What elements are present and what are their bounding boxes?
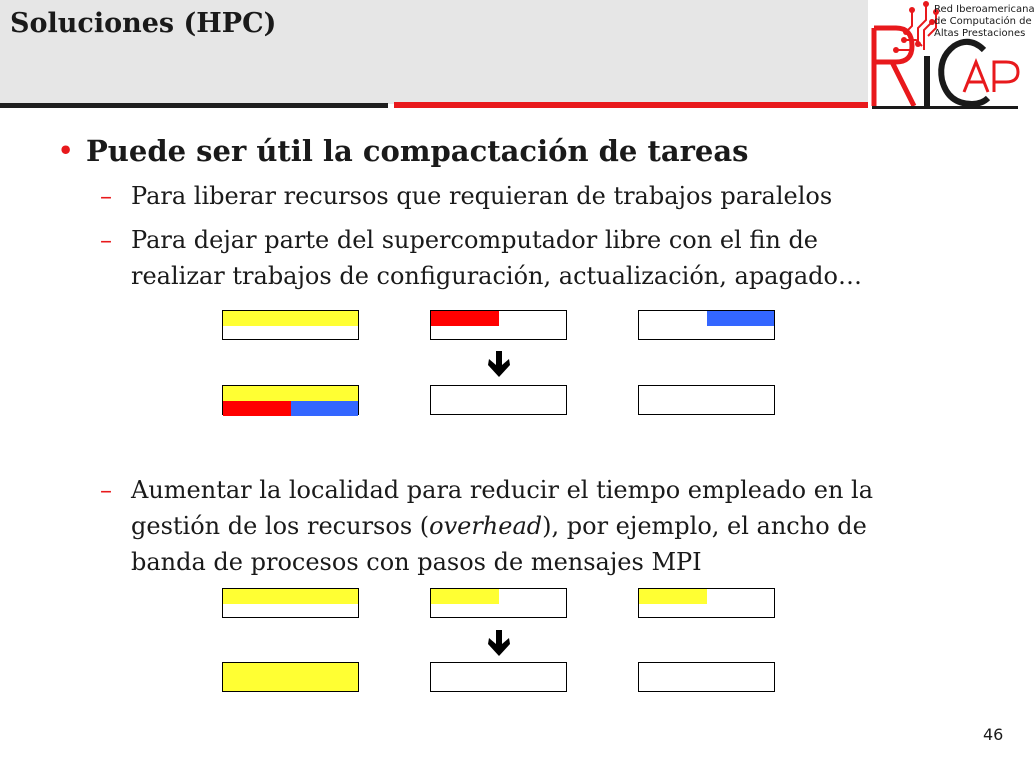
job-red (223, 401, 291, 416)
title-bar (0, 0, 868, 104)
overhead-term: overhead (429, 512, 543, 540)
job-yellow (223, 589, 358, 604)
node-box (222, 662, 359, 692)
node-box-empty (430, 385, 567, 415)
node-box (430, 588, 567, 618)
node-box (638, 310, 775, 340)
arrow-down-icon (486, 628, 512, 658)
title-rule-dark (0, 103, 388, 108)
node-box (222, 310, 359, 340)
page-number: 46 (983, 725, 1004, 744)
slide-title: Soluciones (HPC) (10, 8, 277, 39)
job-blue (707, 311, 775, 326)
job-yellow (639, 589, 707, 604)
job-yellow (223, 663, 358, 691)
job-red (431, 311, 499, 326)
logo-caption: Red Iberoamericana de Computación de Altas Prestaciones (934, 4, 1035, 39)
title-rule-red (394, 102, 868, 108)
node-box-empty (638, 385, 775, 415)
job-blue (291, 401, 359, 416)
bullet-icon: • (58, 136, 74, 165)
arrow-down-icon (486, 349, 512, 379)
job-yellow (431, 589, 499, 604)
job-yellow (223, 311, 358, 326)
node-box-empty (430, 662, 567, 692)
bullet-main-text: Puede ser útil la compactación de tareas (86, 134, 749, 168)
job-yellow (223, 386, 358, 401)
node-box (222, 588, 359, 618)
node-box (222, 385, 359, 415)
node-box (430, 310, 567, 340)
dash-icon: – (100, 476, 112, 504)
dash-icon: – (100, 226, 112, 254)
node-box-empty (638, 662, 775, 692)
node-box (638, 588, 775, 618)
dash-icon: – (100, 182, 112, 210)
